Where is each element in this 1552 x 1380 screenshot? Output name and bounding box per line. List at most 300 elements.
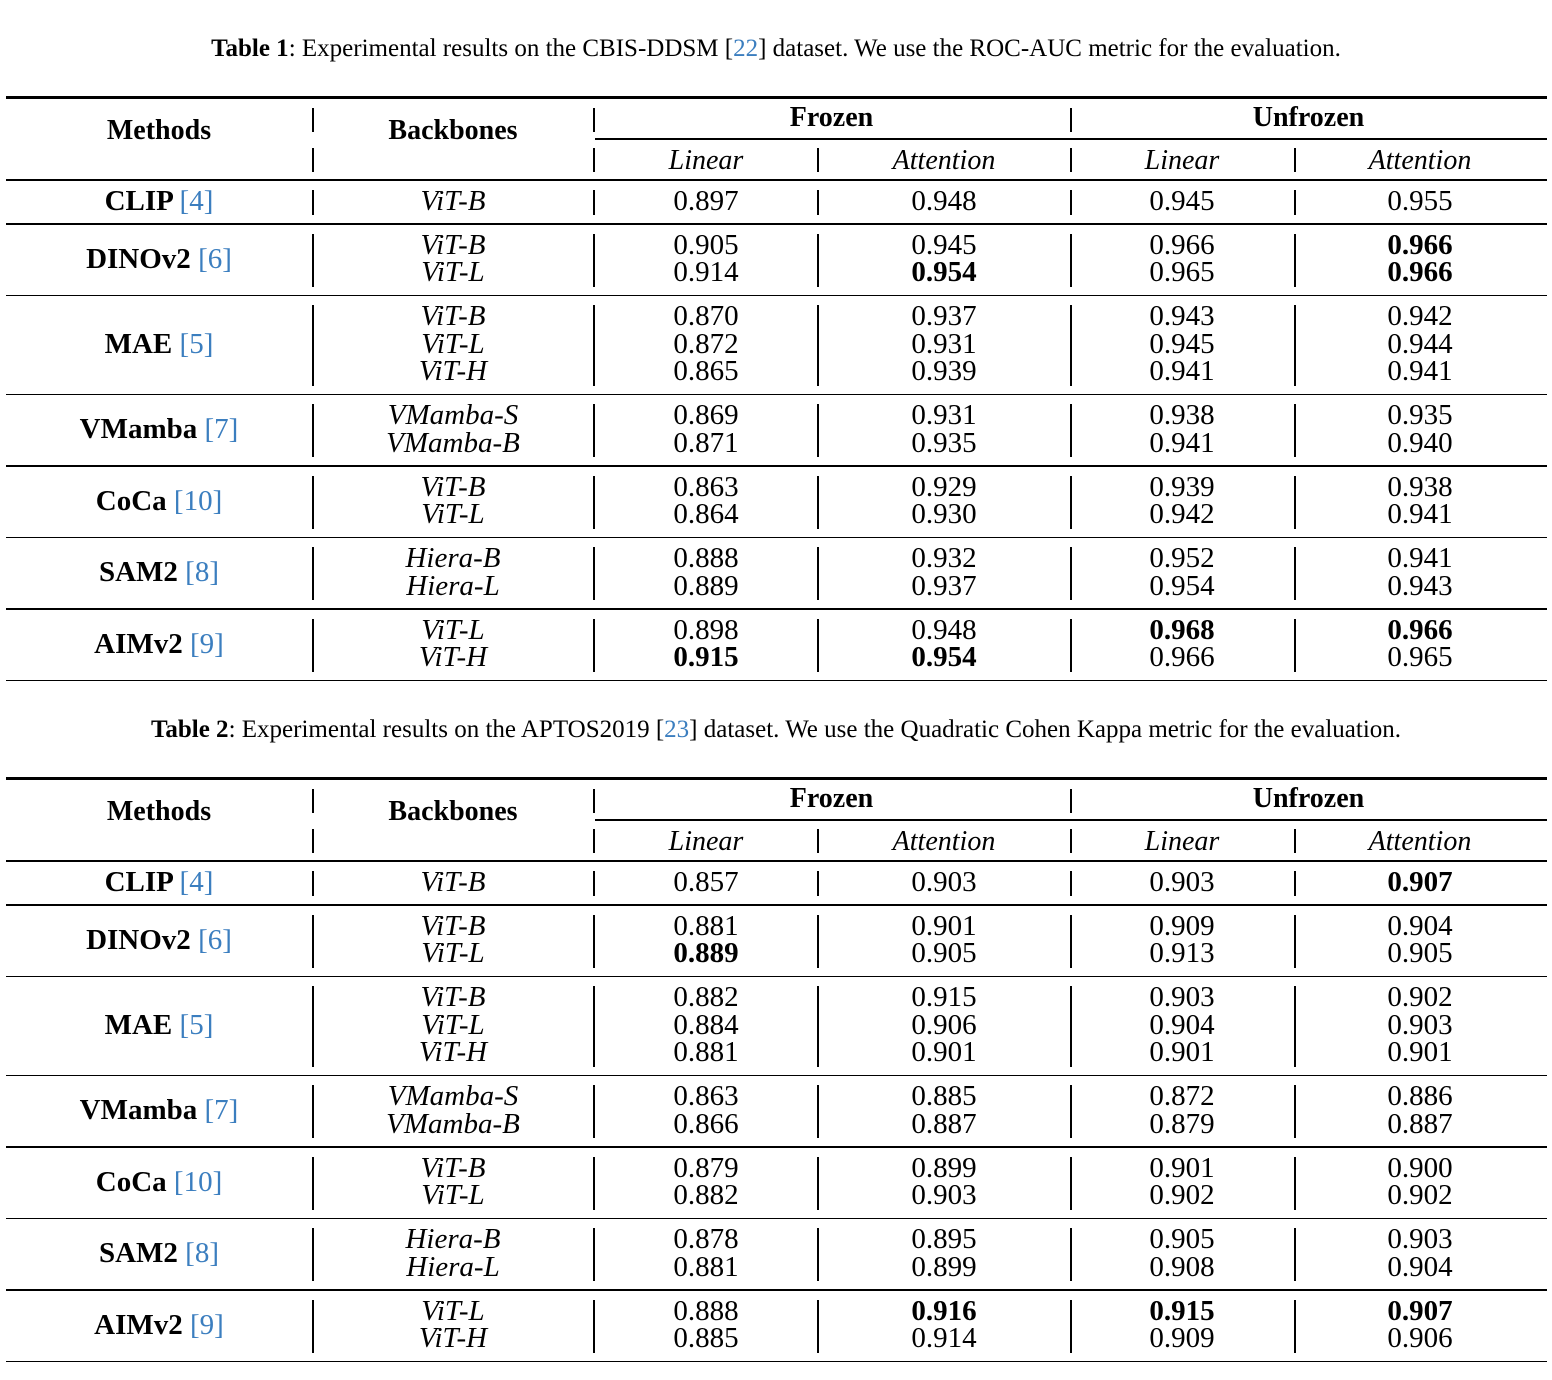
score-cell: 0.930 <box>911 498 977 530</box>
table-2-caption <box>0 715 1552 745</box>
column-divider <box>1294 547 1296 600</box>
backbone-name: ViT-L <box>421 1294 485 1327</box>
column-divider <box>817 1157 819 1210</box>
score-cell: 0.916 <box>911 1294 977 1327</box>
score-cell: 0.863 <box>673 470 739 503</box>
column-divider <box>312 476 314 529</box>
score-cell: 0.935 <box>1387 399 1453 431</box>
backbone-name: ViT-B <box>420 184 486 217</box>
column-header-frozen-attention: Attention <box>892 826 996 857</box>
score-cell: 0.941 <box>1387 355 1453 387</box>
column-divider <box>593 148 595 172</box>
column-divider <box>1294 986 1296 1067</box>
column-divider <box>1070 476 1072 529</box>
citation-link[interactable]: [7] <box>204 1094 239 1126</box>
score-cell: 0.907 <box>1387 1294 1453 1327</box>
score-cell: 0.906 <box>911 1008 977 1041</box>
score-cell: 0.909 <box>1149 1322 1215 1354</box>
column-divider <box>312 404 314 457</box>
column-divider <box>593 829 595 853</box>
group-separator <box>6 976 1547 978</box>
score-cell: 0.866 <box>673 1107 739 1140</box>
column-divider <box>312 1300 314 1353</box>
backbone-name: ViT-B <box>420 1151 486 1184</box>
header-rule <box>6 860 1547 862</box>
column-divider <box>1070 871 1072 897</box>
column-divider <box>312 190 314 216</box>
score-cell: 0.905 <box>1149 1223 1215 1255</box>
score-cell: 0.884 <box>673 1008 739 1041</box>
backbone-name: ViT-B <box>420 981 486 1013</box>
group-separator <box>6 394 1547 396</box>
column-header-methods: Methods <box>106 115 212 146</box>
column-divider <box>1070 305 1072 386</box>
score-cell: 0.872 <box>673 327 739 360</box>
citation-link[interactable]: [4] <box>179 184 214 217</box>
backbone-name: ViT-H <box>418 355 488 387</box>
score-cell: 0.863 <box>673 1080 739 1112</box>
score-cell: 0.937 <box>911 300 977 332</box>
score-cell: 0.901 <box>1387 1036 1453 1068</box>
caption-label: Table 1 <box>211 35 289 62</box>
column-divider <box>312 871 314 897</box>
method-name <box>9 484 309 517</box>
column-divider <box>1070 108 1072 132</box>
column-divider <box>593 1085 595 1138</box>
method-label: CLIP <box>104 865 173 898</box>
backbone-name: ViT-L <box>421 613 485 646</box>
column-divider <box>1070 619 1072 672</box>
column-divider <box>1070 190 1072 216</box>
caption-text: : Experimental results on the APTOS2019 [ <box>228 716 665 743</box>
score-cell: 0.966 <box>1149 641 1215 673</box>
score-cell: 0.955 <box>1387 184 1453 217</box>
column-divider <box>817 871 819 897</box>
score-cell: 0.881 <box>673 1036 739 1068</box>
column-divider <box>593 1157 595 1210</box>
column-divider <box>817 305 819 386</box>
column-group-frozen: Frozen <box>789 783 874 814</box>
column-divider <box>312 619 314 672</box>
score-cell: 0.865 <box>673 355 739 387</box>
top-rule <box>6 96 1547 99</box>
score-cell: 0.887 <box>911 1107 977 1140</box>
column-divider <box>312 108 314 132</box>
column-divider <box>593 915 595 968</box>
score-cell: 0.945 <box>911 228 977 261</box>
citation-link[interactable]: [6] <box>198 923 232 956</box>
score-cell: 0.943 <box>1149 300 1215 332</box>
score-cell: 0.954 <box>911 256 977 288</box>
column-divider <box>593 404 595 457</box>
backbone-name: Hiera-L <box>406 569 500 602</box>
score-cell: 0.889 <box>673 569 739 602</box>
score-cell: 0.954 <box>911 641 977 673</box>
citation-link[interactable]: [9] <box>190 1308 224 1341</box>
column-divider <box>1070 986 1072 1067</box>
group-separator <box>6 537 1547 539</box>
score-cell: 0.881 <box>673 1250 739 1283</box>
score-cell: 0.885 <box>911 1080 977 1112</box>
backbone-name: VMamba-S <box>387 1080 519 1112</box>
column-divider <box>1070 1228 1072 1281</box>
method-label: MAE <box>104 327 173 360</box>
score-cell: 0.882 <box>673 981 739 1013</box>
score-cell: 0.905 <box>673 228 739 261</box>
backbone-name: ViT-B <box>420 909 486 942</box>
score-cell: 0.966 <box>1387 613 1453 646</box>
column-divider <box>593 986 595 1067</box>
method-label: VMamba <box>79 1094 198 1126</box>
column-divider <box>817 234 819 287</box>
score-cell: 0.903 <box>1387 1008 1453 1041</box>
score-cell: 0.935 <box>911 426 977 459</box>
score-cell: 0.904 <box>1387 909 1453 942</box>
score-cell: 0.944 <box>1387 327 1453 360</box>
backbone-name: VMamba-B <box>386 1107 520 1140</box>
score-cell: 0.901 <box>911 909 977 942</box>
column-divider <box>1294 829 1296 853</box>
backbone-name: Hiera-B <box>405 1223 501 1255</box>
score-cell: 0.902 <box>1149 1179 1215 1211</box>
score-cell: 0.952 <box>1149 542 1215 574</box>
score-cell: 0.895 <box>911 1223 977 1255</box>
score-cell: 0.948 <box>911 613 977 646</box>
column-divider <box>312 305 314 386</box>
score-cell: 0.965 <box>1387 641 1453 673</box>
score-cell: 0.902 <box>1387 1179 1453 1211</box>
group-separator <box>6 1218 1547 1220</box>
caption-text: ] dataset. We use the ROC-AUC metric for the evaluation. <box>758 35 1341 62</box>
column-divider <box>1294 148 1296 172</box>
score-cell: 0.888 <box>673 1294 739 1327</box>
citation-link[interactable]: 22 <box>733 35 759 62</box>
score-cell: 0.942 <box>1149 498 1215 530</box>
backbone-name: ViT-L <box>421 256 485 288</box>
score-cell: 0.904 <box>1149 1008 1215 1041</box>
column-divider <box>593 547 595 600</box>
backbone-name: ViT-L <box>421 1008 485 1041</box>
column-divider <box>593 305 595 386</box>
score-cell: 0.902 <box>1387 981 1453 1013</box>
score-cell: 0.882 <box>673 1179 739 1211</box>
group-separator <box>6 1289 1547 1291</box>
column-divider <box>1294 1085 1296 1138</box>
score-cell: 0.939 <box>911 355 977 387</box>
score-cell: 0.881 <box>673 909 739 942</box>
method-label: SAM2 <box>98 556 178 588</box>
citation-link[interactable]: [7] <box>204 413 239 445</box>
column-header-unfrozen-linear: Linear <box>1144 826 1220 857</box>
column-divider <box>593 234 595 287</box>
citation-link[interactable]: [8] <box>185 556 220 588</box>
method-label: DINOv2 <box>86 242 191 275</box>
score-cell: 0.900 <box>1387 1151 1453 1184</box>
backbone-name: ViT-B <box>420 300 486 332</box>
column-divider <box>1070 148 1072 172</box>
column-divider <box>817 190 819 216</box>
score-cell: 0.879 <box>1149 1107 1215 1140</box>
column-divider <box>1294 1300 1296 1353</box>
column-divider <box>1070 915 1072 968</box>
method-name <box>9 627 309 660</box>
backbone-name: ViT-L <box>421 1179 485 1211</box>
column-divider <box>817 1228 819 1281</box>
score-cell: 0.901 <box>1149 1036 1215 1068</box>
score-cell: 0.915 <box>1149 1294 1215 1327</box>
column-divider <box>1294 1228 1296 1281</box>
score-cell: 0.879 <box>673 1151 739 1184</box>
column-divider <box>312 915 314 968</box>
score-cell: 0.939 <box>1149 470 1215 503</box>
score-cell: 0.886 <box>1387 1080 1453 1112</box>
method-name <box>9 556 309 588</box>
column-group-frozen: Frozen <box>789 102 874 133</box>
score-cell: 0.931 <box>911 399 977 431</box>
column-divider <box>817 986 819 1067</box>
citation-link[interactable]: [8] <box>185 1237 220 1269</box>
column-divider <box>312 1228 314 1281</box>
score-cell: 0.899 <box>911 1151 977 1184</box>
citation-link[interactable]: [10] <box>173 484 223 517</box>
score-cell: 0.954 <box>1149 569 1215 602</box>
method-label: AIMv2 <box>94 1308 183 1341</box>
score-cell: 0.899 <box>911 1250 977 1283</box>
method-name <box>9 1308 309 1341</box>
column-divider <box>1294 305 1296 386</box>
column-header-frozen-linear: Linear <box>668 145 744 176</box>
citation-link[interactable]: [10] <box>173 1165 223 1198</box>
column-divider <box>1070 547 1072 600</box>
score-cell: 0.914 <box>673 256 739 288</box>
group-rule <box>595 138 1547 140</box>
backbone-name: ViT-H <box>418 641 488 673</box>
score-cell: 0.941 <box>1149 355 1215 387</box>
score-cell: 0.945 <box>1149 184 1215 217</box>
column-header-unfrozen-attention: Attention <box>1368 145 1472 176</box>
score-cell: 0.945 <box>1149 327 1215 360</box>
score-cell: 0.913 <box>1149 937 1215 969</box>
score-cell: 0.878 <box>673 1223 739 1255</box>
column-divider <box>817 829 819 853</box>
column-divider <box>312 547 314 600</box>
score-cell: 0.904 <box>1387 1250 1453 1283</box>
column-divider <box>593 619 595 672</box>
score-cell: 0.907 <box>1387 865 1453 898</box>
score-cell: 0.864 <box>673 498 739 530</box>
column-divider <box>817 148 819 172</box>
score-cell: 0.897 <box>673 184 739 217</box>
group-rule <box>595 819 1547 821</box>
column-divider <box>593 789 595 813</box>
group-separator <box>6 223 1547 225</box>
method-name <box>9 184 309 217</box>
citation-link[interactable]: [5] <box>179 327 214 360</box>
score-cell: 0.885 <box>673 1322 739 1354</box>
score-cell: 0.903 <box>911 865 977 898</box>
score-cell: 0.898 <box>673 613 739 646</box>
score-cell: 0.903 <box>1387 1223 1453 1255</box>
backbone-name: Hiera-B <box>405 542 501 574</box>
score-cell: 0.943 <box>1387 569 1453 602</box>
column-divider <box>817 476 819 529</box>
backbone-name: ViT-B <box>420 470 486 503</box>
column-divider <box>817 915 819 968</box>
column-divider <box>1070 1300 1072 1353</box>
caption-text: ] dataset. We use the Quadratic Cohen Kappa metric for the evaluation. <box>689 716 1402 743</box>
column-divider <box>1294 234 1296 287</box>
score-cell: 0.929 <box>911 470 977 503</box>
column-header-unfrozen-linear: Linear <box>1144 145 1220 176</box>
method-name <box>9 1237 309 1269</box>
column-divider <box>312 234 314 287</box>
column-divider <box>817 1300 819 1353</box>
method-name <box>9 1094 309 1126</box>
score-cell: 0.901 <box>911 1036 977 1068</box>
method-name <box>9 242 309 275</box>
results-table-2 <box>6 777 1547 1354</box>
score-cell: 0.906 <box>1387 1322 1453 1354</box>
backbone-name: ViT-H <box>418 1036 488 1068</box>
citation-link[interactable]: [4] <box>179 865 214 898</box>
score-cell: 0.937 <box>911 569 977 602</box>
score-cell: 0.914 <box>911 1322 977 1354</box>
group-separator <box>6 465 1547 467</box>
column-divider <box>1294 476 1296 529</box>
column-divider <box>593 1228 595 1281</box>
backbone-name: Hiera-L <box>406 1250 500 1283</box>
citation-link[interactable]: [5] <box>179 1008 214 1041</box>
citation-link[interactable]: 23 <box>664 716 690 743</box>
score-cell: 0.857 <box>673 865 739 898</box>
method-name <box>9 923 309 956</box>
column-divider <box>817 619 819 672</box>
method-name <box>9 413 309 445</box>
score-cell: 0.938 <box>1149 399 1215 431</box>
backbone-name: VMamba-B <box>386 426 520 459</box>
backbone-name: ViT-L <box>421 498 485 530</box>
score-cell: 0.968 <box>1149 613 1215 646</box>
score-cell: 0.915 <box>911 981 977 1013</box>
method-label: VMamba <box>79 413 198 445</box>
method-name <box>9 865 309 898</box>
method-label: AIMv2 <box>94 627 183 660</box>
column-divider <box>1070 404 1072 457</box>
column-divider <box>1070 1157 1072 1210</box>
score-cell: 0.908 <box>1149 1250 1215 1283</box>
score-cell: 0.889 <box>673 937 739 969</box>
score-cell: 0.905 <box>1387 937 1453 969</box>
column-group-unfrozen: Unfrozen <box>1252 102 1365 133</box>
score-cell: 0.905 <box>911 937 977 969</box>
group-separator <box>6 295 1547 297</box>
score-cell: 0.888 <box>673 542 739 574</box>
score-cell: 0.941 <box>1387 542 1453 574</box>
score-cell: 0.903 <box>911 1179 977 1211</box>
backbone-name: ViT-L <box>421 937 485 969</box>
column-divider <box>312 1157 314 1210</box>
citation-link[interactable]: [9] <box>190 627 224 660</box>
group-separator <box>6 608 1547 610</box>
method-name <box>9 327 309 360</box>
score-cell: 0.938 <box>1387 470 1453 503</box>
score-cell: 0.871 <box>673 426 739 459</box>
backbone-name: ViT-B <box>420 865 486 898</box>
group-separator <box>6 1146 1547 1148</box>
score-cell: 0.941 <box>1387 498 1453 530</box>
column-divider <box>593 108 595 132</box>
column-divider <box>1294 190 1296 216</box>
method-label: MAE <box>104 1008 173 1041</box>
column-divider <box>1294 871 1296 897</box>
score-cell: 0.903 <box>1149 981 1215 1013</box>
backbone-name: ViT-H <box>418 1322 488 1354</box>
method-label: DINOv2 <box>86 923 191 956</box>
score-cell: 0.869 <box>673 399 739 431</box>
column-group-unfrozen: Unfrozen <box>1252 783 1365 814</box>
score-cell: 0.966 <box>1149 228 1215 261</box>
column-header-frozen-attention: Attention <box>892 145 996 176</box>
score-cell: 0.909 <box>1149 909 1215 942</box>
method-label: CoCa <box>95 1165 167 1198</box>
score-cell: 0.887 <box>1387 1107 1453 1140</box>
top-rule <box>6 777 1547 780</box>
bottom-rule <box>6 1361 1547 1363</box>
backbone-name: VMamba-S <box>387 399 519 431</box>
column-header-backbones: Backbones <box>388 115 518 146</box>
column-divider <box>312 986 314 1067</box>
column-divider <box>312 789 314 813</box>
column-divider <box>312 148 314 172</box>
column-divider <box>1070 789 1072 813</box>
column-divider <box>817 1085 819 1138</box>
score-cell: 0.903 <box>1149 865 1215 898</box>
column-divider <box>312 829 314 853</box>
column-divider <box>593 1300 595 1353</box>
header-rule <box>6 179 1547 181</box>
column-divider <box>1294 915 1296 968</box>
column-header-backbones: Backbones <box>388 796 518 827</box>
group-separator <box>6 904 1547 906</box>
score-cell: 0.941 <box>1149 426 1215 459</box>
column-divider <box>312 1085 314 1138</box>
score-cell: 0.931 <box>911 327 977 360</box>
column-header-unfrozen-attention: Attention <box>1368 826 1472 857</box>
score-cell: 0.915 <box>673 641 739 673</box>
column-header-methods: Methods <box>106 796 212 827</box>
bottom-rule <box>6 680 1547 682</box>
column-divider <box>1294 619 1296 672</box>
score-cell: 0.948 <box>911 184 977 217</box>
column-divider <box>1294 404 1296 457</box>
column-divider <box>1294 1157 1296 1210</box>
caption-text: : Experimental results on the CBIS-DDSM [ <box>288 35 734 62</box>
column-divider <box>1070 234 1072 287</box>
score-cell: 0.942 <box>1387 300 1453 332</box>
method-label: CLIP <box>104 184 173 217</box>
group-separator <box>6 1075 1547 1077</box>
column-divider <box>817 547 819 600</box>
caption-label: Table 2 <box>150 716 229 743</box>
column-divider <box>593 476 595 529</box>
backbone-name: ViT-B <box>420 228 486 261</box>
method-name <box>9 1165 309 1198</box>
citation-link[interactable]: [6] <box>198 242 232 275</box>
score-cell: 0.872 <box>1149 1080 1215 1112</box>
method-label: SAM2 <box>98 1237 178 1269</box>
score-cell: 0.940 <box>1387 426 1453 459</box>
score-cell: 0.966 <box>1387 228 1453 261</box>
